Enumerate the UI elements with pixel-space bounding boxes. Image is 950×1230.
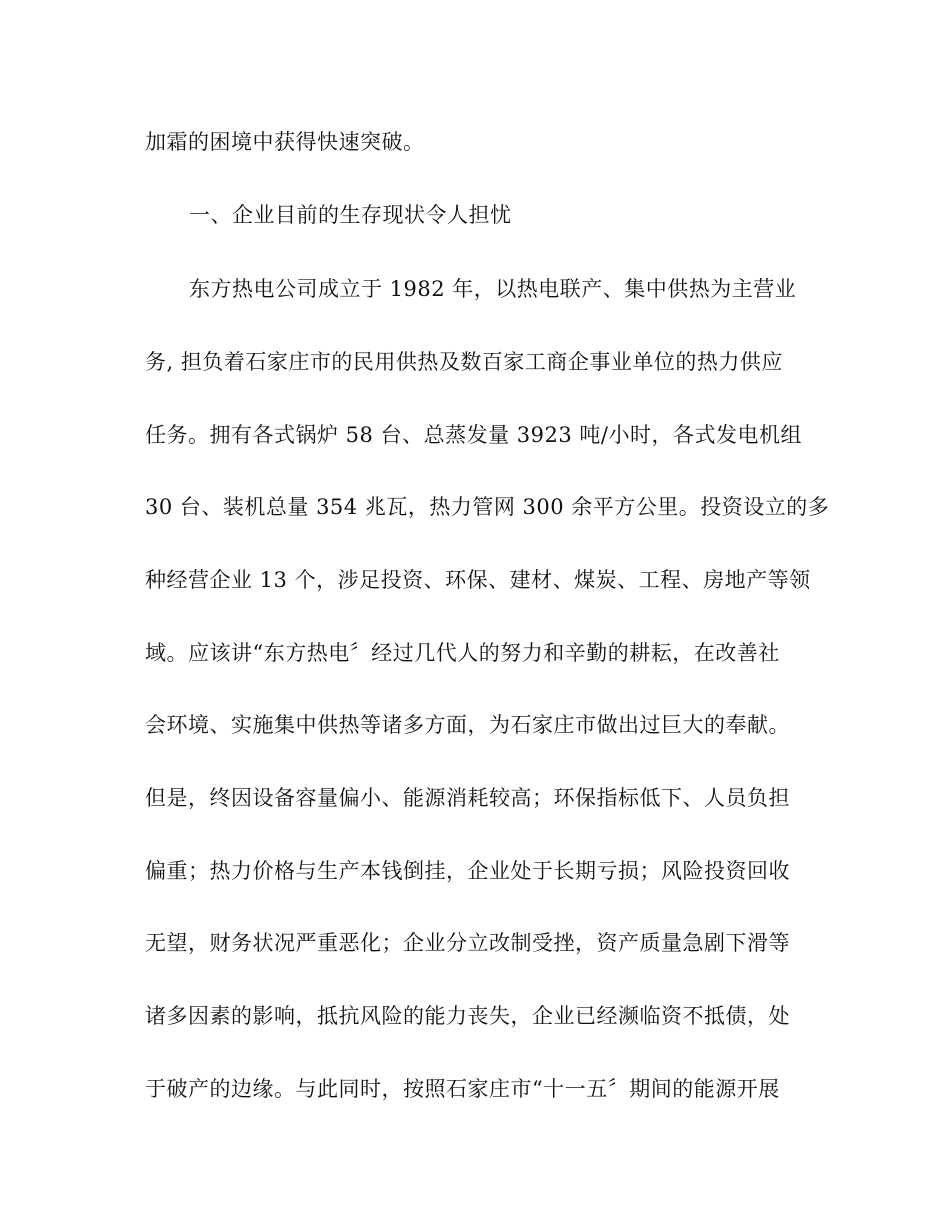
section-heading: 一、企业目前的生存现状令人担忧 (189, 203, 512, 227)
text-line: 偏重；热力价格与生产本钱倒挂，企业处于长期亏损；风险投资回收 (145, 859, 790, 883)
text-line: 无望，财务状况严重恶化；企业分立改制受挫，资产质量急剧下滑等 (145, 931, 790, 955)
text-line: 种经营企业 13 个，涉足投资、环保、建材、煤炭、工程、房地产等领 (145, 568, 811, 592)
text-line: 于破产的边缘。与此同时，按照石家庄市“十一五〞期间的能源开展 (145, 1077, 780, 1101)
text-line: 会环境、实施集中供热等诸多方面，为石家庄市做出过巨大的奉献。 (145, 713, 790, 737)
text-line: 域。应该讲“东方热电〞经过几代人的努力和辛勤的耕耘，在改善社 (145, 641, 780, 665)
paragraph-first-line: 东方热电公司成立于 1982 年，以热电联产、集中供热为主营业 (189, 277, 797, 301)
text-line: 诸多因素的影响，抵抗风险的能力丧失，企业已经濒临资不抵债，处 (145, 1004, 790, 1028)
text-line: 但是，终因设备容量偏小、能源消耗较高；环保指标低下、人员负担 (145, 786, 790, 810)
text-line: 任务。拥有各式锅炉 58 台、总蒸发量 3923 吨/小时，各式发电机组 (145, 423, 802, 447)
text-line: 30 台、装机总量 354 兆瓦，热力管网 300 余平方公里。投资设立的多 (145, 495, 830, 519)
text-line: 务, 担负着石家庄市的民用供热及数百家工商企事业单位的热力供应 (145, 350, 783, 374)
text-line: 加霜的困境中获得快速突破。 (145, 130, 425, 154)
